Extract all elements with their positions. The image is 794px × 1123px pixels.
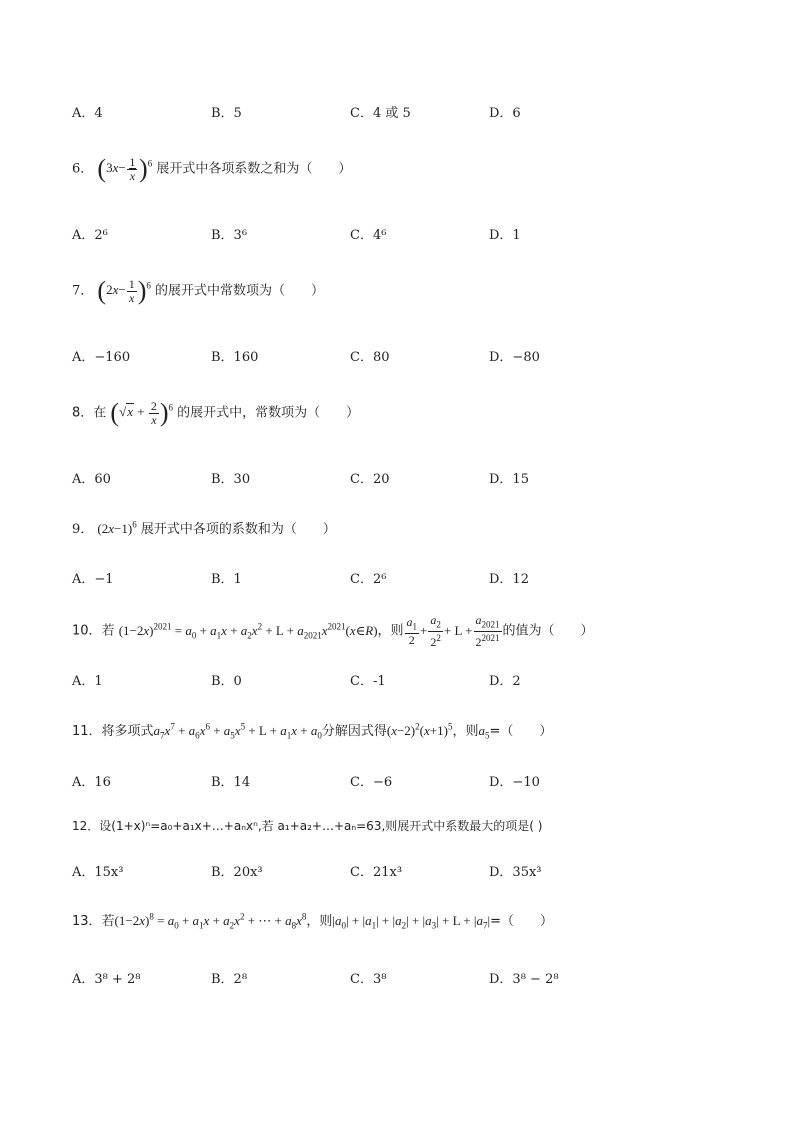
q5-option-d[interactable]: D．6 (489, 106, 521, 121)
q8-option-d[interactable]: D．15 (489, 472, 529, 487)
q12-option-a[interactable]: A．15x³ (72, 865, 124, 880)
question-8-formula: (√x + $\frac{2}{x}$ )$^6$ (110, 398, 174, 428)
question-11-stem (72, 720, 552, 741)
question-10-number: 10．若 (72, 623, 115, 639)
q9-options (72, 568, 632, 587)
question-13-text: =（ ） (490, 914, 553, 929)
question-8-stem (72, 400, 359, 427)
question-11-target: $a_5$ (478, 723, 490, 741)
question-11-polynomial: $a_7x^7 + a_6x^6 + a_5x^5 + L + a_1x + a_0$ (153, 721, 322, 741)
question-11-number: 11．将多项式 (72, 724, 154, 739)
question-13-expansion: $(1-2x)^8 = a_0 + a_1x + a_2x^2$ + ⋯ + $a_8x^8$ (114, 911, 307, 931)
q7-option-d[interactable]: D．−80 (489, 350, 540, 365)
q6-option-b[interactable]: B．3⁶ (211, 228, 248, 243)
question-6-formula: (3x− $\frac{1}{x}$ )$^6$ (97, 154, 153, 184)
question-8-text: 的展开式中，常数项为（ ） (177, 405, 360, 421)
q7-option-a[interactable]: A．−160 (72, 350, 131, 365)
q10-option-c[interactable]: C．-1 (350, 674, 386, 689)
question-8-number: 8．在 (72, 405, 107, 421)
question-7-formula: (2x− $\frac{1}{x}$ )$^6$ (97, 276, 151, 306)
question-10-text: 的值为（ ） (502, 623, 594, 639)
q11-option-b[interactable]: B．14 (211, 775, 251, 790)
q13-options (72, 968, 632, 987)
q9-option-c[interactable]: C．2⁶ (350, 572, 387, 587)
question-11-text: =（ ） (489, 724, 553, 739)
q9-option-d[interactable]: D．12 (489, 572, 529, 587)
question-11-factored: $(x-2)^2(x+1)^5$ (386, 721, 453, 738)
q6-option-d[interactable]: D．1 (489, 228, 521, 243)
q5-option-c[interactable]: C．4 或 5 (350, 106, 411, 121)
question-6-text: 展开式中各项系数之和为（ ） (156, 161, 352, 177)
q11-option-c[interactable]: C．−6 (350, 775, 393, 790)
q8-option-a[interactable]: A．60 (72, 472, 111, 487)
q13-option-a[interactable]: A．3⁸ + 2⁸ (72, 972, 141, 987)
question-10-mid: ，则 (377, 623, 404, 639)
q11-option-d[interactable]: D．−10 (489, 775, 540, 790)
question-9-stem (72, 518, 336, 537)
q7-option-c[interactable]: C．80 (350, 350, 390, 365)
q7-options (72, 346, 632, 365)
q12-option-b[interactable]: B．20x³ (211, 865, 263, 880)
q8-option-c[interactable]: C．20 (350, 472, 390, 487)
q13-option-c[interactable]: C．3⁸ (350, 972, 387, 987)
q13-option-b[interactable]: B．2⁸ (211, 972, 248, 987)
question-10-formula-left: $(1-2x)^{2021} = a_0 + a_1x + a_2x^2 + L$ + $a_{2021}x^{2021}(x\in R)$ (118, 621, 378, 641)
question-12-stem: 12．设(1+x)ⁿ=a₀+a₁x+…+aₙxⁿ,若 a₁+a₂+…+aₙ=63,则展开式中系数最大的项是( ) (72, 819, 543, 833)
q10-option-b[interactable]: B．0 (211, 674, 242, 689)
question-10-stem (72, 614, 594, 649)
q12-option-d[interactable]: D．35x³ (489, 865, 542, 880)
q10-option-a[interactable]: A．1 (72, 674, 103, 689)
question-6-stem (72, 156, 351, 183)
question-9-number: 9． (72, 522, 94, 537)
question-13-number: 13．若 (72, 914, 115, 929)
question-11-tail: ，则 (452, 724, 479, 739)
q8-options (72, 468, 632, 487)
question-13-stem (72, 910, 553, 931)
q12-option-c[interactable]: C．21x³ (350, 865, 403, 880)
q5-option-a[interactable]: A．4 (72, 106, 103, 121)
question-7-number: 7． (72, 283, 94, 299)
question-11-mid: 分解因式得 (321, 724, 387, 739)
question-9-formula: $(2x-1)^6$ (97, 519, 137, 536)
question-9-text: 展开式中各项的系数和为（ ） (140, 522, 336, 537)
q9-option-a[interactable]: A．−1 (72, 572, 114, 587)
question-10-formula-right: $\frac{a_1}{2}$ + $\frac{a_2}{2^2}$ + L + $\frac{a_{2021}}{2^{2021}}$ (406, 613, 500, 650)
q6-options (72, 224, 632, 243)
q11-options (72, 771, 632, 790)
q10-options (72, 670, 632, 689)
question-6-number: 6． (72, 161, 94, 177)
q5-options (72, 102, 632, 121)
q12-options (72, 861, 632, 880)
question-7-text: 的展开式中常数项为（ ） (155, 283, 325, 299)
q13-option-d[interactable]: D．3⁸ − 2⁸ (489, 972, 559, 987)
q8-option-b[interactable]: B．30 (211, 472, 251, 487)
q9-option-b[interactable]: B．1 (211, 572, 242, 587)
q5-option-b[interactable]: B．5 (211, 106, 242, 121)
question-7-stem (72, 278, 324, 305)
q6-option-a[interactable]: A．2⁶ (72, 228, 108, 243)
q10-option-d[interactable]: D．2 (489, 674, 521, 689)
q11-option-a[interactable]: A．16 (72, 775, 111, 790)
question-13-mid: ，则 (306, 914, 333, 929)
q7-option-b[interactable]: B．160 (211, 350, 259, 365)
q6-option-c[interactable]: C．4⁶ (350, 228, 387, 243)
question-13-abs-sum: $|a_0| + |a_1| + |a_2| + |a_3| + L + |a_7|$ (332, 913, 491, 931)
